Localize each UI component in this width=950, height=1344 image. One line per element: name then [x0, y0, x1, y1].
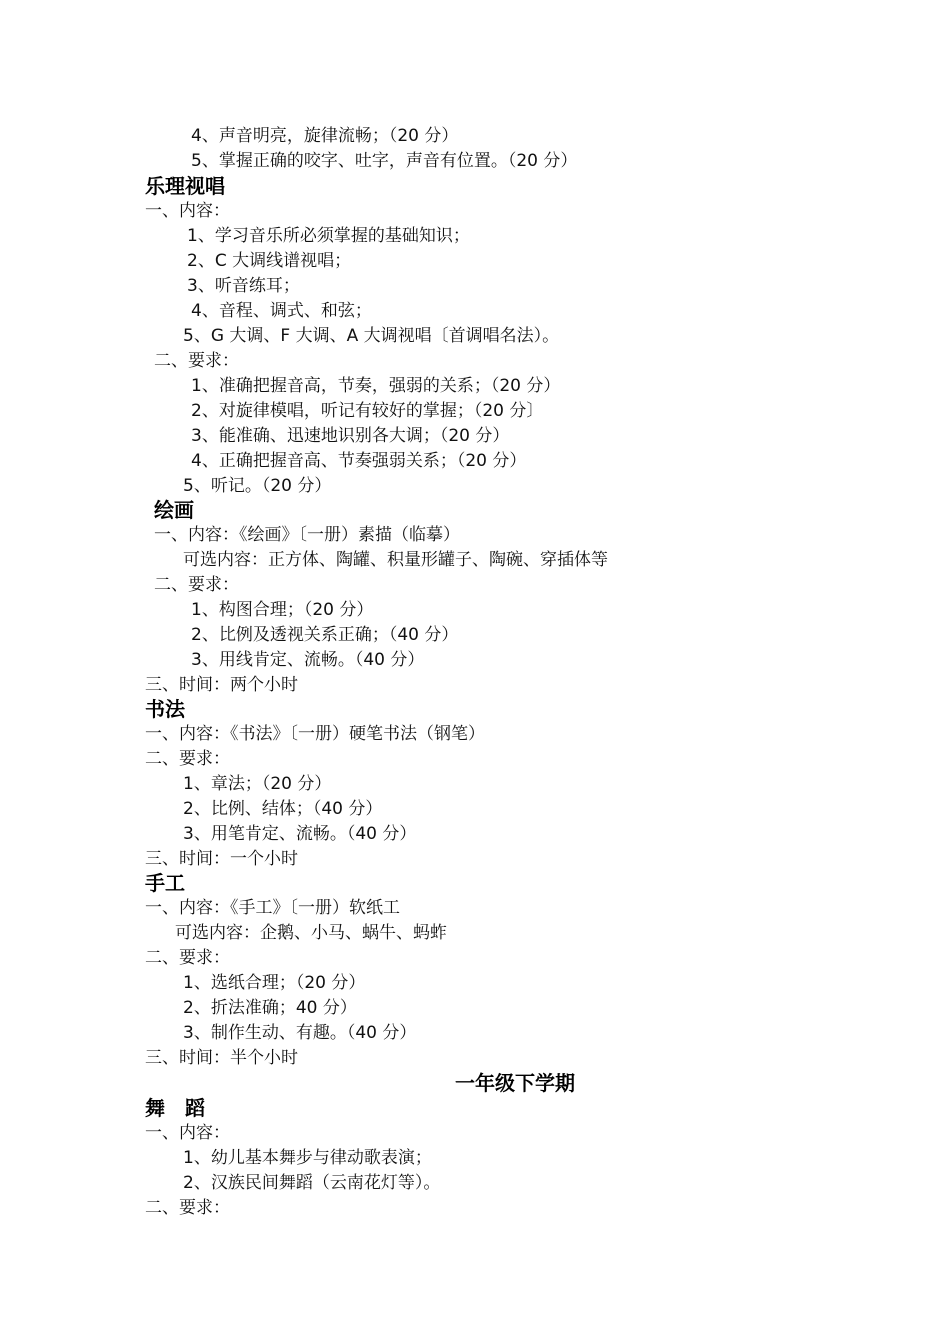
section-heading: 手工	[145, 871, 185, 895]
text-line: 3、听音练耳；	[187, 276, 300, 296]
text-line: 3、用线肯定、流畅。（40 分）	[191, 650, 425, 670]
text-line: 可选内容：正方体、陶罐、积量形罐子、陶碗、穿插体等	[183, 550, 608, 570]
text-line: 三、时间：一个小时	[145, 849, 298, 869]
text-line: 3、制作生动、有趣。（40 分）	[183, 1023, 417, 1043]
text-line: 一、内容：《手工》〔一册）软纸工	[145, 898, 400, 918]
text-line: 一、内容：《绘画》〔一册）素描（临摹）	[154, 525, 460, 545]
term-heading: 一年级下学期	[455, 1071, 575, 1095]
section-heading: 绘画	[154, 498, 194, 522]
text-line: 2、对旋律模唱，听记有较好的掌握；（20 分〕	[191, 401, 544, 421]
text-line: 1、幼儿基本舞步与律动歌表演；	[183, 1148, 432, 1168]
text-line: 5、掌握正确的咬字、吐字，声音有位置。（20 分）	[191, 151, 578, 171]
text-line: 2、比例、结体；（40 分）	[183, 799, 383, 819]
text-line: 二、要求：	[154, 351, 239, 371]
text-line: 1、学习音乐所必须掌握的基础知识；	[187, 226, 470, 246]
text-line: 1、章法；（20 分）	[183, 774, 332, 794]
text-line: 一、内容：《书法》〔一册）硬笔书法（钢笔）	[145, 724, 485, 744]
text-line: 二、要求：	[145, 948, 230, 968]
text-line: 5、听记。（20 分）	[183, 476, 332, 496]
text-line: 1、准确把握音高，节奏，强弱的关系；（20 分）	[191, 376, 561, 396]
text-line: 2、汉族民间舞蹈（云南花灯等）。	[183, 1173, 441, 1193]
text-line: 二、要求：	[145, 749, 230, 769]
text-line: 2、折法准确；40 分）	[183, 998, 357, 1018]
text-line: 可选内容：企鹅、小马、蜗牛、蚂蚱	[175, 923, 447, 943]
text-line: 二、要求：	[154, 575, 239, 595]
text-line: 2、C 大调线谱视唱；	[187, 251, 352, 271]
text-line: 三、时间：半个小时	[145, 1048, 298, 1068]
text-line: 三、时间：两个小时	[145, 675, 298, 695]
text-line: 一、内容：	[145, 201, 230, 221]
text-line: 3、用笔肯定、流畅。（40 分）	[183, 824, 417, 844]
text-line: 3、能准确、迅速地识别各大调；（20 分）	[191, 426, 510, 446]
text-line: 二、要求：	[145, 1198, 230, 1218]
text-line: 1、选纸合理；（20 分）	[183, 973, 366, 993]
text-line: 2、比例及透视关系正确；（40 分）	[191, 625, 459, 645]
section-heading: 书法	[145, 697, 185, 721]
text-line: 5、G 大调、F 大调、A 大调视唱〔首调唱名法）。	[183, 326, 560, 346]
text-line: 1、构图合理；（20 分）	[191, 600, 374, 620]
text-line: 一、内容：	[145, 1123, 230, 1143]
text-line: 4、声音明亮，旋律流畅；（20 分）	[191, 126, 459, 146]
section-heading: 舞 蹈	[145, 1096, 205, 1120]
text-line: 4、音程、调式、和弦；	[191, 301, 372, 321]
section-heading: 乐理视唱	[145, 174, 225, 198]
text-line: 4、正确把握音高、节奏强弱关系；（20 分）	[191, 451, 527, 471]
